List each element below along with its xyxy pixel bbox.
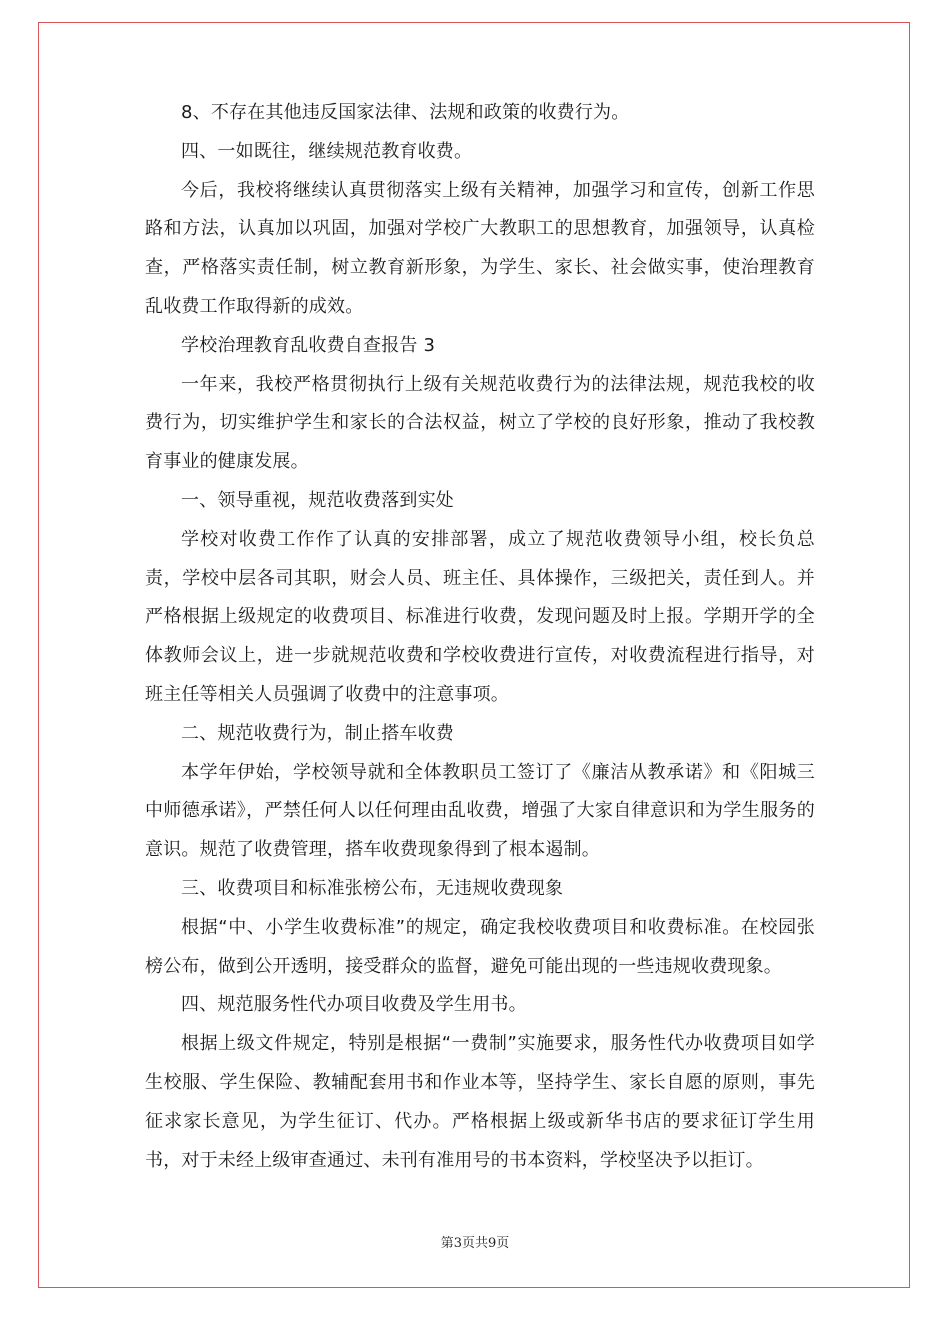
page-number: 第3页共9页 bbox=[440, 1236, 510, 1251]
paragraph: 学校对收费工作作了认真的安排部署，成立了规范收费领导小组，校长负总责，学校中层各司其职，财会人员、班主任、具体操作，三级把关，责任到人。并严格根据上级规定的收费项目、标准进行收费，发现问题及时上报。学期开学的全体教师会议上，进一步就规范收费和学校收费进行宣传，对收费流程进行指导，对班主任等相关人员强调了收费中的注意事项。 bbox=[145, 528, 815, 705]
paragraph: 8、不存在其他违反国家法律、法规和政策的收费行为。 bbox=[181, 102, 630, 123]
section-heading: 一、领导重视，规范收费落到实处 bbox=[181, 489, 454, 511]
section-heading: 二、规范收费行为，制止搭车收费 bbox=[181, 722, 454, 744]
paragraph: 一年来，我校严格贯彻执行上级有关规范收费行为的法律法规，规范我校的收费行为，切实维护学生和家长的合法权益，树立了学校的良好形象，推动了我校教育事业的健康发展。 bbox=[145, 373, 815, 473]
paragraph: 今后，我校将继续认真贯彻落实上级有关精神，加强学习和宣传，创新工作思路和方法，认真加以巩固，加强对学校广大教职工的思想教育，加强领导，认真检查，严格落实责任制，树立教育新形象，为学生、家长、社会做实事，使治理教育乱收费工作取得新的成效。 bbox=[145, 179, 815, 317]
paragraph: 根据上级文件规定，特别是根据“一费制”实施要求，服务性代办收费项目如学生校服、学生保险、教辅配套用书和作业本等，坚持学生、家长自愿的原则，事先征求家长意见，为学生征订、代办。严格根据上级或新华书店的要求征订学生用书，对于未经上级审查通过、未刊有准用号的书本资料，学校坚决予以拒订。 bbox=[145, 1033, 815, 1171]
document-body bbox=[145, 94, 815, 1180]
paragraph: 根据“中、小学生收费标准”的规定，确定我校收费项目和收费标准。在校园张榜公布，做到公开透明，接受群众的监督，避免可能出现的一些违规收费现象。 bbox=[145, 916, 815, 977]
report-title: 学校治理教育乱收费自查报告 3 bbox=[181, 334, 436, 356]
section-heading: 三、收费项目和标准张榜公布，无违规收费现象 bbox=[181, 877, 564, 899]
paragraph: 本学年伊始，学校领导就和全体教职员工签订了《廉洁从教承诺》和《阳城三中师德承诺》，严禁任何人以任何理由乱收费，增强了大家自律意识和为学生服务的意识。规范了收费管理，搭车收费现象得到了根本遏制。 bbox=[145, 761, 815, 861]
section-heading: 四、规范服务性代办项目收费及学生用书。 bbox=[181, 994, 527, 1016]
section-heading: 四、一如既往，继续规范教育收费。 bbox=[181, 140, 473, 162]
